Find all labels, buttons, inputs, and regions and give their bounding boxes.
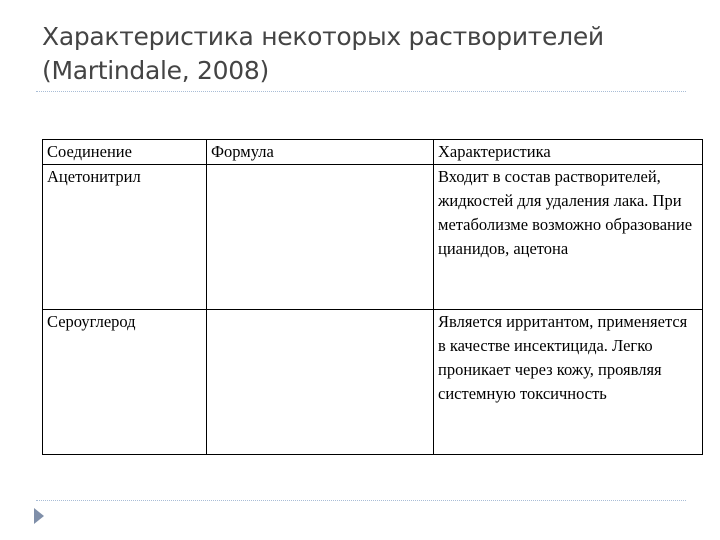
arrow-icon: [34, 508, 44, 524]
compound-cell: Ацетонитрил: [43, 165, 207, 310]
formula-cell: [207, 310, 434, 455]
bottom-divider: [36, 500, 686, 501]
compound-cell: Сероуглерод: [43, 310, 207, 455]
slide-title-line1: Характеристика некоторых растворителей: [42, 22, 604, 51]
header-compound: Соединение: [43, 140, 207, 165]
table-row: [43, 165, 703, 310]
formula-cell: [207, 165, 434, 310]
top-divider: [36, 91, 686, 92]
header-description: Характеристика: [434, 140, 703, 165]
slide-title-line2: (Martindale, 2008): [42, 56, 269, 85]
solvents-table: [42, 139, 703, 455]
description-cell: Входит в состав растворителей, жидкостей для удаления лака. При метаболизме возможно образование цианидов, ацетона: [434, 165, 703, 310]
description-cell: Является ирритантом, применяется в качестве инсектицида. Легко проникает через кожу, проявляя системную токсичность: [434, 310, 703, 455]
table-header-row: [43, 140, 703, 165]
slide-title: [42, 20, 682, 88]
table-row: [43, 310, 703, 455]
header-formula: Формула: [207, 140, 434, 165]
